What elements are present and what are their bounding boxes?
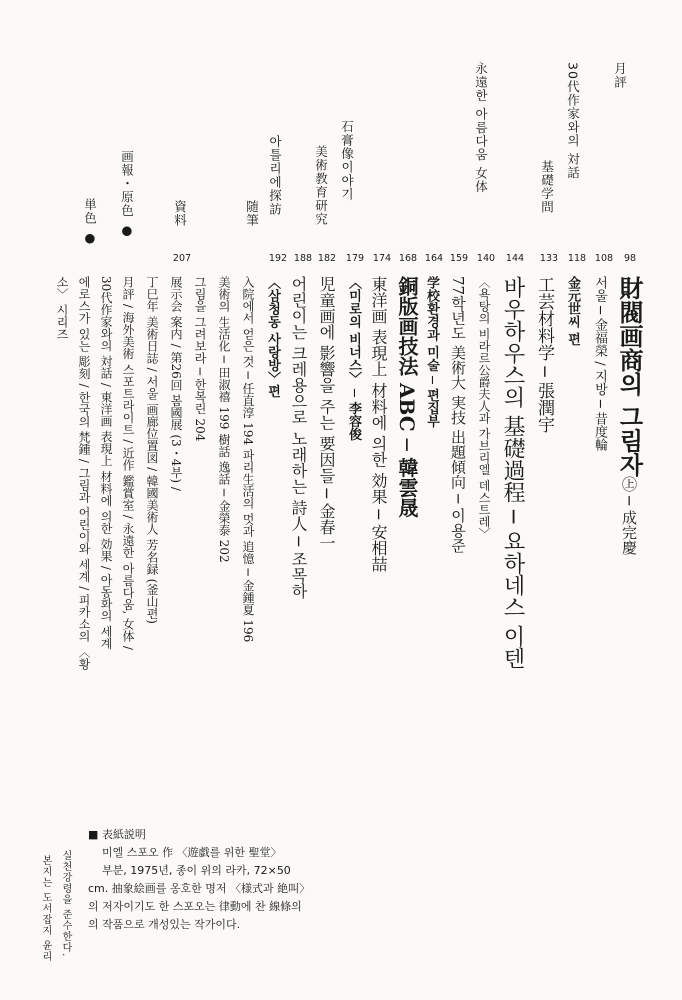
ethics-note: 본지는 도서잡지 윤리	[40, 855, 51, 963]
caption-line: 의 저자이기도 한 스포오는 律動에 찬 線條의	[88, 900, 302, 913]
page-number: 144	[505, 253, 525, 264]
entry: 그림을 그려보라 ─ 한복린 204	[193, 276, 207, 442]
category-atelier: 아틀리에探訪	[267, 135, 283, 216]
category-30s-dialogue: 30代作家와의 対話	[565, 62, 581, 180]
page-number: 182	[317, 253, 337, 264]
entry: 児童画에 影響을 주는 要因들 ─ 金春一	[317, 276, 336, 552]
caption-line: 의 작품으로 개성있는 작가이다.	[88, 918, 241, 931]
page-number: 118	[567, 253, 587, 264]
entry: 銅版画技法 ABC ─ 韓雲晟	[395, 276, 419, 518]
page-number: 98	[623, 253, 637, 264]
entry-title: 財閥画商의 그림자㊤ ─ 成完慶	[615, 276, 644, 555]
category-basic-study: 基礎学問	[539, 160, 555, 214]
caption-line: 부분, 1975년, 종이 위의 라카, 72×50	[102, 864, 291, 877]
page-number: 192	[268, 253, 288, 264]
page-number: 159	[449, 253, 469, 264]
entry: 工芸材料学 ─ 張潤宇	[534, 276, 554, 434]
entry: 〈삼청동 사랑방〉편	[265, 276, 280, 398]
entry: 東洋画 表現上 材料에 의한 効果 ─ 安相喆	[369, 276, 388, 573]
entry: 〈욕탕의 비라르公爵夫人과 가브리엘 데스트레〉	[477, 276, 491, 540]
entry: 에로스가 있는 彫刻 / 한국의 梵鍾 / 그림과 어린이와 세계 / 피카소의 〈황	[77, 276, 91, 670]
entry: 丁巳年 美術日誌 / 서울 画廊位置図 / 韓國美術人 芳名録 (釜山편)	[145, 276, 159, 624]
category-monthly-review: 月評	[612, 62, 628, 89]
entry: 金元世씨 편	[565, 276, 580, 346]
category-female-body: 永遠한 아름다움 女体	[473, 62, 489, 194]
caption-heading: ■ 表紙説明	[88, 828, 146, 841]
entry: 소〉 시리즈	[55, 276, 69, 340]
page-number: 174	[372, 253, 392, 264]
category-monochrome: 単色 ●	[82, 198, 98, 246]
entry: 바우하우스의 基礎過程 ─ 요하네스 이텐	[500, 276, 525, 670]
entry: 展示会 案内 / 第26回 봄國展 (3・4부) /	[169, 276, 183, 491]
category-plaster: 石膏像이야기	[339, 120, 355, 201]
entry: 어린이는 크레용으로 노래하는 詩人 ─ 조목하	[289, 276, 308, 600]
category-art-education: 美術教育研究	[313, 145, 329, 226]
entry: 30代作家와의 対話 / 東洋画 表現上 材料에 의한 効果 / 아동화의 세계	[99, 276, 113, 650]
category-pictorial-color: 画報・原色 ●	[119, 150, 135, 239]
page-number: 179	[345, 253, 365, 264]
entry: 77학년도 美術大 実技 出題傾向 ─ 이용준	[449, 276, 467, 553]
caption-line: 미엘 스포오 作 〈遊戯를 위한 聖堂〉	[102, 846, 282, 859]
entry: 서울 ─ 金福榮 / 지방 ─ 昔度輪	[592, 276, 607, 451]
page-number: 207	[172, 253, 192, 264]
category-essay: 随筆	[244, 200, 260, 227]
category-data: 資料	[172, 200, 188, 227]
page-number: 164	[424, 253, 444, 264]
page-number: 168	[398, 253, 418, 264]
ethics-note: 실천강령을 준수한다.	[60, 850, 71, 958]
entry: 入院에서 얻은 것 ─ 任直淳 194 파리生活의 멋과 追憶 ─ 金鍾夏 196	[241, 276, 255, 643]
caption-line: cm. 抽象絵画를 옹호한 명저 〈様式과 絶叫〉	[88, 882, 311, 895]
page-number: 188	[293, 253, 313, 264]
page-number: 140	[476, 253, 496, 264]
page-number: 108	[594, 253, 614, 264]
entry: 美術의 生活化 ─ 田淑禧 199 樹話 逸話 ─ 金榮泰 202	[217, 276, 231, 563]
entry: 月評 / 海外美術 스포트라이트 / 近作 鑑賞室 / 永遠한 아름다움, 女体 /	[121, 276, 135, 650]
entry: 〈미로의 비너스〉 ─ 李容俊	[346, 276, 361, 441]
entry: 学校환경과 미술 ─ 편집부	[424, 276, 439, 428]
page-number: 133	[539, 253, 559, 264]
cover-caption	[88, 826, 398, 934]
